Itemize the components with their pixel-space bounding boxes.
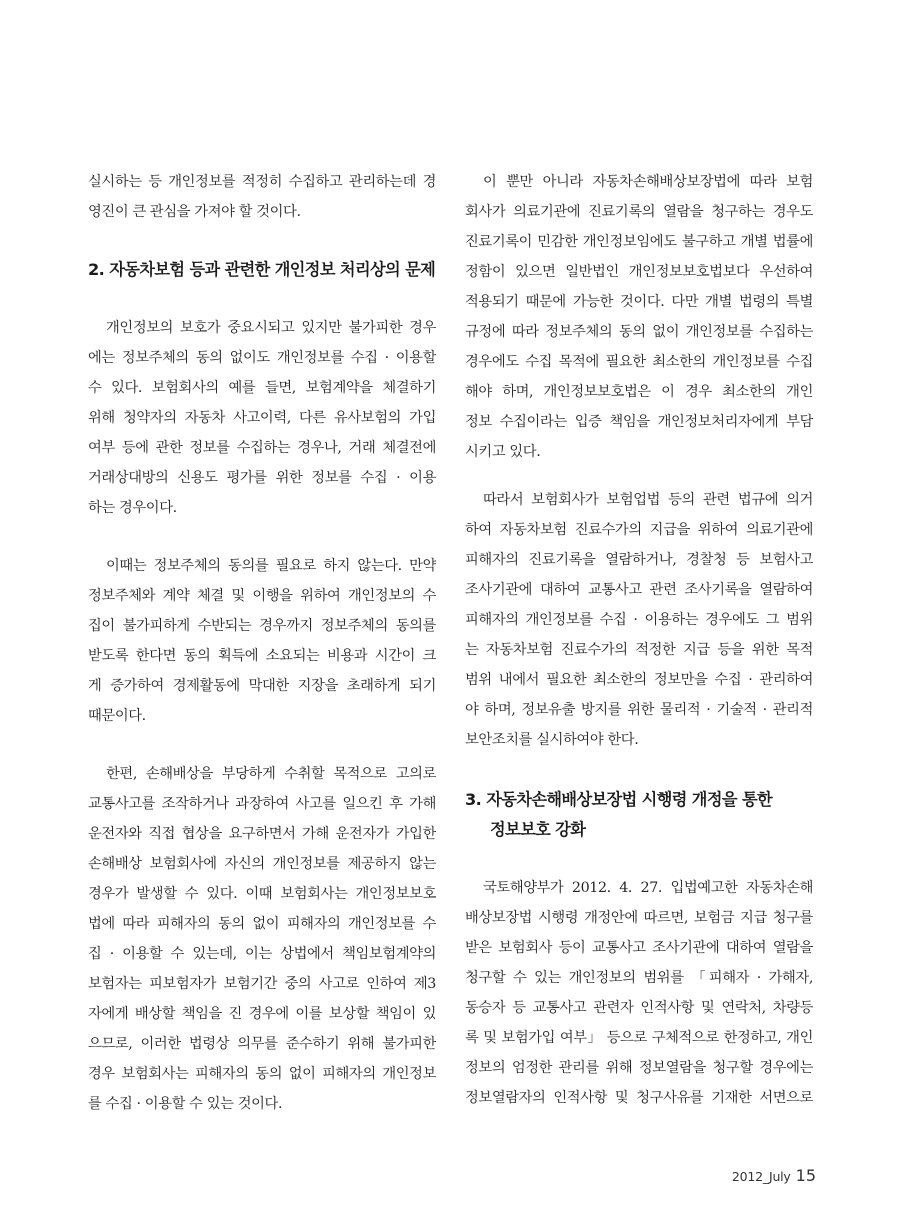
text-line: 이때는 정보주체의 동의를 필요로 하지 않는다. 만약 — [106, 558, 436, 574]
text-line: 으므로, 이러한 법령상 의무를 준수하기 위해 불가피한 — [88, 1036, 436, 1052]
text-line: 보험자는 피보험자가 보험기간 중의 사고로 인하여 제3 — [88, 976, 436, 992]
text-line: 하여 자동차보험 진료수가의 지급을 위하여 의료기관에 — [465, 522, 813, 538]
text-line: 영진이 큰 관심을 가져야 할 것이다. — [88, 204, 301, 220]
text-line: 정함이 있으면 일반법인 개인정보보호법보다 우선하여 — [465, 264, 813, 280]
text-line: 피해자의 개인정보를 수집 · 이용하는 경우에도 그 범위 — [465, 612, 813, 628]
text-line: 받도록 한다면 동의 획득에 소요되는 비용과 시간이 크 — [88, 648, 436, 664]
text-line: 보안조치를 실시하여야 한다. — [465, 732, 639, 748]
text-line: 배상보장법 시행령 개정안에 따르면, 보험금 지급 청구를 — [465, 910, 813, 926]
page-number: 15 — [795, 1166, 816, 1185]
page-footer — [732, 1166, 816, 1185]
text-line: 때문이다. — [88, 708, 146, 724]
text-line: 규정에 따라 정보주체의 동의 없이 개인정보를 수집하는 — [465, 324, 813, 340]
text-line: 에는 정보주체의 동의 없이도 개인정보를 수집 · 이용할 — [88, 350, 436, 366]
text-line: 경우 보험회사는 피해자의 동의 없이 피해자의 개인정보 — [88, 1066, 436, 1082]
text-line: 진료기록이 민감한 개인정보임에도 불구하고 개별 법률에 — [465, 234, 813, 250]
text-line: 범위 내에서 필요한 최소한의 정보만을 수집 · 관리하여 — [465, 672, 813, 688]
text-line: 교통사고를 조작하거나 과장하여 사고를 일으킨 후 가해 — [88, 796, 436, 812]
issue-label: 2012_July — [731, 1169, 791, 1184]
text-line: 록 및 보험가입 여부」 등으로 구체적으로 한정하고, 개인 — [465, 1030, 813, 1046]
text-line: 따라서 보험회사가 보험업법 등의 관련 법규에 의거 — [483, 492, 813, 508]
text-line: 위해 청약자의 자동차 사고이력, 다른 유사보험의 가입 — [88, 410, 436, 426]
text-line: 여부 등에 관한 정보를 수집하는 경우나, 거래 체결전에 — [88, 440, 436, 456]
text-line: 를 수집 · 이용할 수 있는 것이다. — [88, 1096, 283, 1112]
text-line: 손해배상 보험회사에 자신의 개인정보를 제공하지 않는 — [88, 856, 436, 872]
text-line: 동승자 등 교통사고 관련자 인적사항 및 연락처, 차량등 — [465, 1000, 813, 1016]
text-line: 는 자동차보험 진료수가의 적정한 지급 등을 위한 목적 — [465, 642, 813, 658]
text-line: 회사가 의료기관에 진료기록의 열람을 청구하는 경우도 — [465, 204, 813, 220]
text-line: 자에게 배상할 책임을 진 경우에 이를 보상할 책임이 있 — [88, 1006, 436, 1022]
text-line: 시키고 있다. — [465, 444, 541, 460]
text-line: 청구할 수 있는 개인정보의 범위를 「피해자 · 가해자, — [465, 970, 813, 986]
text-line: 한편, 손해배상을 부당하게 수취할 목적으로 고의로 — [106, 766, 436, 782]
text-line: 수 있다. 보험회사의 예를 들면, 보험계약을 체결하기 — [88, 380, 436, 396]
text-line: 하는 경우이다. — [88, 500, 177, 516]
text-line: 집이 불가피하게 수반되는 경우까지 정보주체의 동의를 — [88, 618, 436, 634]
text-line: 집 · 이용할 수 있는데, 이는 상법에서 책임보험계약의 — [88, 946, 436, 962]
text-line: 이 뿐만 아니라 자동차손해배상보장법에 따라 보험 — [483, 174, 813, 190]
text-line: 국토해양부가 2012. 4. 27. 입법예고한 자동차손해 — [483, 880, 813, 896]
section-heading: 3. 자동차손해배상보장법 시행령 개정을 통한 — [465, 790, 773, 809]
section-heading-continued: 정보보호 강화 — [490, 820, 586, 839]
text-line: 게 증가하여 경제활동에 막대한 지장을 초래하게 되기 — [88, 678, 436, 694]
text-line: 정보 수집이라는 입증 책임을 개인정보처리자에게 부담 — [465, 414, 813, 430]
text-line: 거래상대방의 신용도 평가를 위한 정보를 수집 · 이용 — [88, 470, 436, 486]
text-line: 해야 하며, 개인정보보호법은 이 경우 최소한의 개인 — [465, 384, 813, 400]
text-line: 조사기관에 대하여 교통사고 관련 조사기록을 열람하여 — [465, 582, 813, 598]
text-line: 정보의 엄정한 관리를 위해 정보열람을 청구할 경우에는 — [465, 1060, 813, 1076]
text-line: 정보주체와 계약 체결 및 이행을 위하여 개인정보의 수 — [88, 588, 436, 604]
text-line: 경우가 발생할 수 있다. 이때 보험회사는 개인정보보호 — [88, 886, 436, 902]
text-line: 법에 따라 피해자의 동의 없이 피해자의 개인정보를 수 — [88, 916, 436, 932]
text-line: 개인정보의 보호가 중요시되고 있지만 불가피한 경우 — [106, 320, 436, 336]
text-line: 운전자와 직접 협상을 요구하면서 가해 운전자가 가입한 — [88, 826, 436, 842]
text-line: 경우에도 수집 목적에 필요한 최소한의 개인정보를 수집 — [465, 354, 813, 370]
text-line: 피해자의 진료기록을 열람하거나, 경찰청 등 보험사고 — [465, 552, 813, 568]
section-heading: 2. 자동차보험 등과 관련한 개인정보 처리상의 문제 — [88, 260, 436, 279]
text-line: 실시하는 등 개인정보를 적정히 수집하고 관리하는데 경 — [88, 174, 436, 190]
text-line: 적용되기 때문에 가능한 것이다. 다만 개별 법령의 특별 — [465, 294, 813, 310]
text-line: 야 하며, 정보유출 방지를 위한 물리적 · 기술적 · 관리적 — [465, 702, 813, 718]
text-line: 정보열람자의 인적사항 및 청구사유를 기재한 서면으로 — [465, 1090, 813, 1106]
text-line: 받은 보험회사 등이 교통사고 조사기관에 대하여 열람을 — [465, 940, 813, 956]
